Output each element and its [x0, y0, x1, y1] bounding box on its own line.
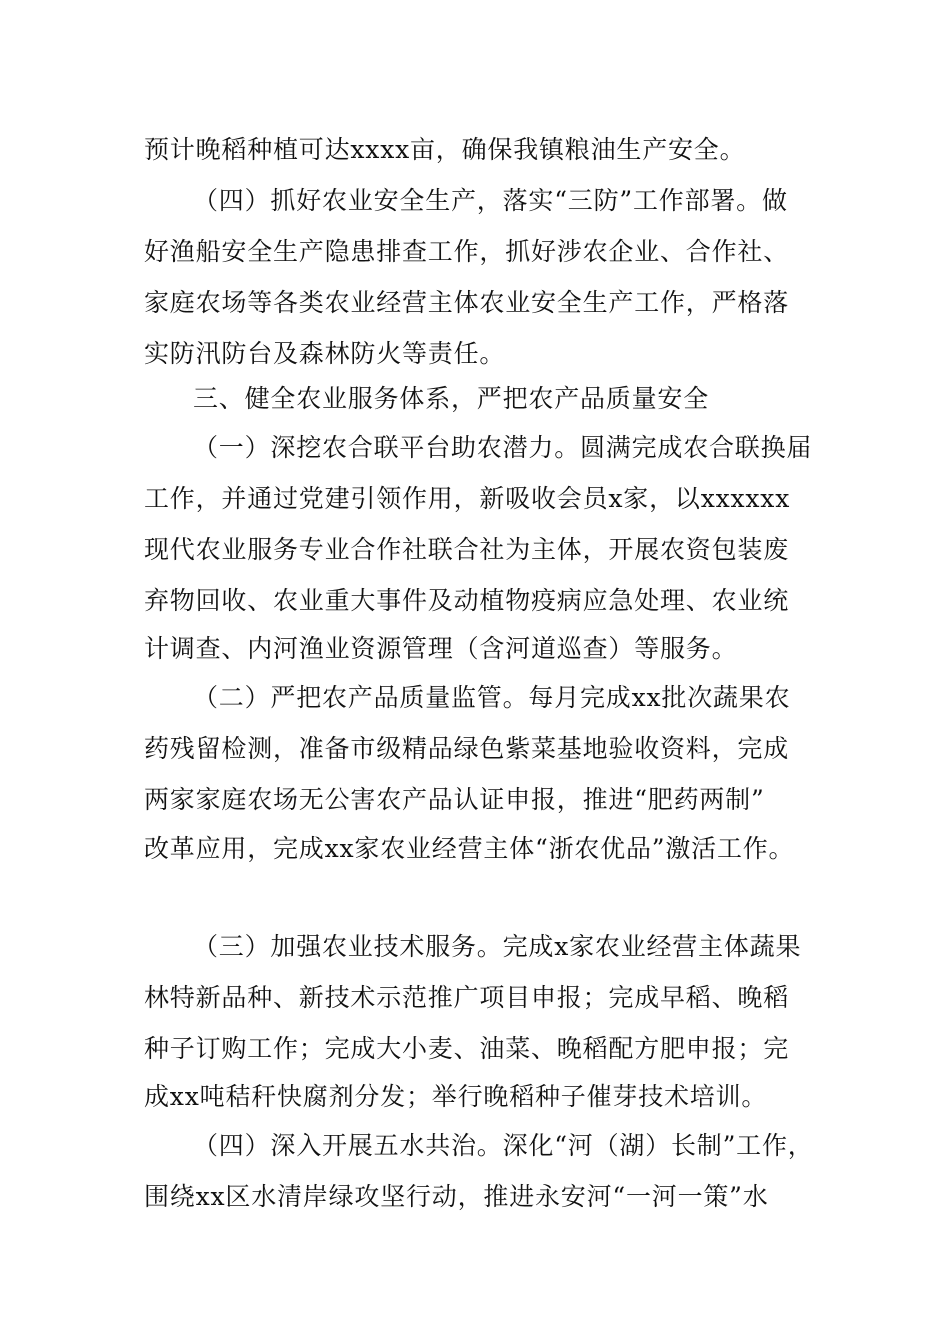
text-line: 预计晚稻种植可达xxxx亩，确保我镇粮油生产安全。	[144, 135, 746, 164]
text-line: （三）加强农业技术服务。完成x家农业经营主体蔬果	[193, 932, 802, 961]
text-line: 种子订购工作；完成大小麦、油菜、晚稻配方肥申报；完	[144, 1034, 790, 1063]
text-line: 成xx吨秸秆快腐剂分发；举行晚稻种子催芽技术培训。	[144, 1082, 768, 1111]
text-line: 实防汛防台及森林防火等责任。	[144, 339, 506, 368]
text-line: 药残留检测，准备市级精品绿色紫菜基地验收资料，完成	[144, 734, 790, 763]
text-line: （四）深入开展五水共治。深化“河（湖）长制”工作，	[193, 1131, 814, 1160]
text-line: 围绕xx区水清岸绿攻坚行动，推进永安河“一河一策”水	[144, 1182, 769, 1211]
text-line: 两家家庭农场无公害农产品认证申报，推进“肥药两制”	[144, 785, 765, 814]
text-line: 好渔船安全生产隐患排查工作，抓好涉农企业、合作社、	[144, 237, 790, 266]
section-heading: 三、健全农业服务体系，严把农产品质量安全	[193, 384, 710, 413]
text-line: （四）抓好农业安全生产，落实“三防”工作部署。做	[193, 186, 788, 215]
text-line: 计调查、内河渔业资源管理（含河道巡查）等服务。	[144, 634, 738, 663]
text-line: （二）严把农产品质量监管。每月完成xx批次蔬果农	[193, 683, 791, 712]
text-line: （一）深挖农合联平台助农潜力。圆满完成农合联换届	[193, 433, 813, 462]
text-line: 现代农业服务专业合作社联合社为主体，开展农资包装废	[144, 535, 790, 564]
text-line: 工作，并通过党建引领作用，新吸收会员x家，以xxxxxx	[144, 484, 791, 513]
text-line: 弃物回收、农业重大事件及动植物疫病应急处理、农业统	[144, 586, 790, 615]
text-line: 改革应用，完成xx家农业经营主体“浙农优品”激活工作。	[144, 834, 795, 863]
text-line: 林特新品种、新技术示范推广项目申报；完成早稻、晚稻	[144, 983, 790, 1012]
text-line: 家庭农场等各类农业经营主体农业安全生产工作，严格落	[144, 288, 790, 317]
